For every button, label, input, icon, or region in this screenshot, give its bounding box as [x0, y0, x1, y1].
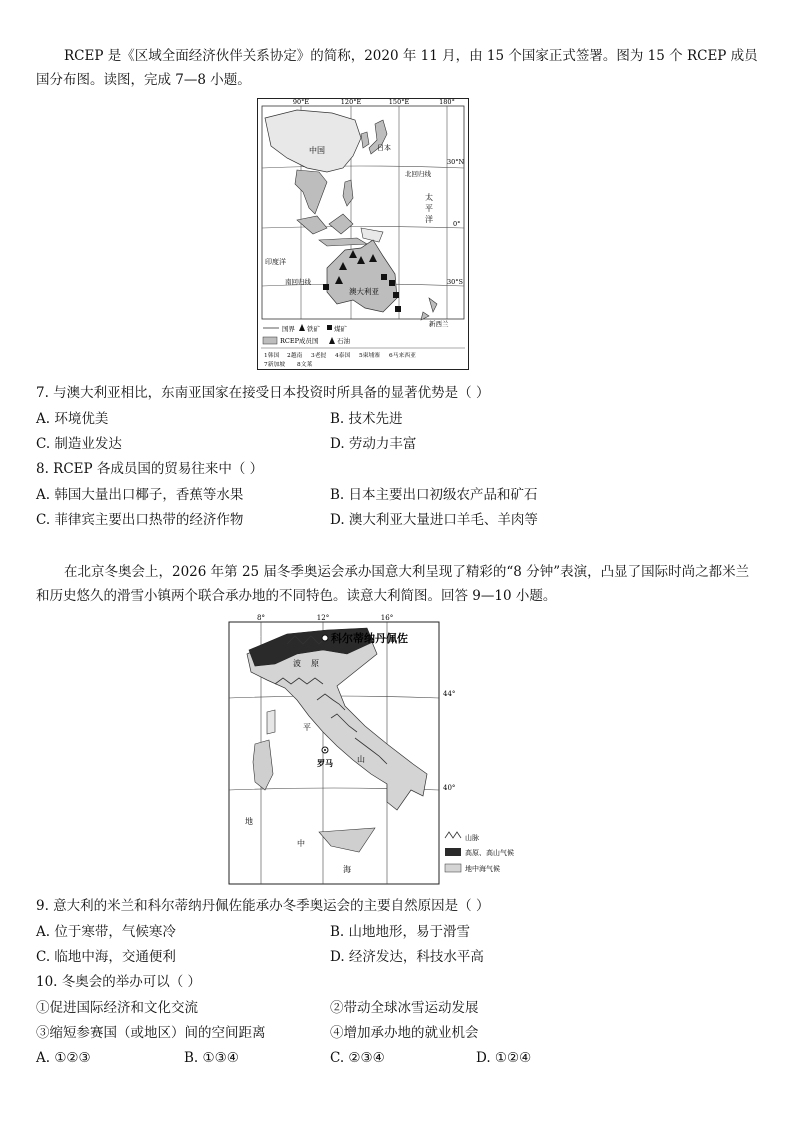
legend-iron: 铁矿 — [307, 325, 320, 333]
nz-label: 新西兰 — [429, 320, 449, 328]
rcep-map — [257, 98, 469, 370]
hai-label: 海 — [343, 865, 351, 874]
lat-label: 30°N — [447, 158, 465, 166]
question-9-option-c[interactable]: C. 临地中海，交通便利 — [36, 949, 176, 965]
legend-number: 6马来西亚 — [389, 353, 416, 359]
china-label: 中国 — [309, 146, 325, 155]
question-8-option-d[interactable]: D. 澳大利亚大量进口羊毛、羊肉等 — [330, 512, 538, 528]
lon-label: 90°E — [292, 98, 310, 106]
po-label: 波 — [293, 659, 301, 668]
lon-label: 120°E — [340, 98, 362, 106]
lat-label: 30°S — [447, 278, 463, 286]
question-7-option-c[interactable]: C. 制造业发达 — [36, 436, 122, 452]
lon-label: 12° — [316, 614, 330, 622]
italy-map — [227, 614, 530, 886]
southern-tropic-label: 南回归线 — [285, 278, 311, 286]
pacific-label: 太 — [425, 193, 433, 202]
legend-number: 8文莱 — [297, 362, 313, 368]
legend-oil: 石油 — [337, 337, 350, 345]
question-10-statement-3: ③缩短参赛国（或地区）间的空间距离 — [36, 1025, 266, 1041]
lon-label: 150°E — [388, 98, 410, 106]
question-8-stem: 8. RCEP 各成员国的贸易往来中（ ） — [36, 461, 264, 477]
pacific-label: 洋 — [425, 215, 433, 224]
cortina-label: 科尔蒂纳丹佩佐 — [331, 632, 408, 645]
question-9-stem: 9. 意大利的米兰和科尔蒂纳丹佩佐能承办冬季奥运会的主要自然原因是（ ） — [36, 898, 490, 914]
question-10-statement-2: ②带动全球冰雪运动发展 — [330, 1000, 479, 1016]
italy-legend — [445, 832, 514, 873]
legend-border: 国界 — [282, 325, 295, 333]
tropic-label: 北回归线 — [405, 170, 431, 178]
di-label: 地 — [245, 817, 253, 826]
question-8-option-b[interactable]: B. 日本主要出口初级农产品和矿石 — [330, 487, 538, 503]
question-7-option-a[interactable]: A. 环境优美 — [36, 411, 109, 427]
legend-coal: 煤矿 — [334, 325, 347, 333]
question-9-option-a[interactable]: A. 位于寒带，气候寒冷 — [36, 924, 176, 940]
lat-label: 40° — [443, 784, 456, 792]
legend-number: 1韩国 — [264, 353, 280, 359]
question-8-option-c[interactable]: C. 菲律宾主要出口热带的经济作物 — [36, 512, 244, 528]
lat-label: 44° — [443, 690, 456, 698]
zhong-label: 中 — [297, 839, 305, 848]
lat-label: 0° — [453, 220, 461, 228]
question-10-statement-1: ①促进国际经济和文化交流 — [36, 1000, 198, 1016]
question-8-option-a[interactable]: A. 韩国大量出口椰子，香蕉等水果 — [36, 487, 244, 503]
alps-label: 阿尔卑斯山 — [231, 633, 269, 642]
yuan-label: 原 — [311, 659, 319, 668]
legend-med: 地中海气候 — [465, 865, 500, 873]
question-9-option-b[interactable]: B. 山地地形，易于滑雪 — [330, 924, 471, 940]
legend-mountain: 山脉 — [465, 834, 479, 842]
shan-label: 山 — [357, 755, 365, 764]
lon-label: 16° — [380, 614, 394, 622]
question-10-option-d[interactable]: D. ①②④ — [476, 1050, 532, 1066]
legend-alpine: 高原、高山气候 — [465, 849, 514, 857]
japan-label: 日本 — [377, 144, 391, 152]
intro-paragraph-1: RCEP 是《区域全面经济伙伴关系协定》的简称，2020 年 11 月，由 15 个国家正式签署。图为 15 个 RCEP 成员国分布图。读图，完成 7—8 小题。 — [36, 48, 758, 88]
lon-label: 8° — [257, 614, 265, 622]
question-7-option-b[interactable]: B. 技术先进 — [330, 411, 403, 427]
question-10-statement-4: ④增加承办地的就业机会 — [330, 1025, 479, 1041]
legend-member: RCEP成员国 — [280, 337, 319, 345]
question-7-option-d[interactable]: D. 劳动力丰富 — [330, 436, 417, 452]
question-10-option-b[interactable]: B. ①③④ — [184, 1050, 239, 1066]
legend-number: 2越南 — [287, 353, 303, 359]
question-10-stem: 10. 冬奥会的举办可以（ ） — [36, 974, 202, 990]
lon-label: 180° — [439, 98, 455, 106]
indian-ocean-label: 印度洋 — [265, 258, 286, 266]
legend-number: 4泰国 — [335, 353, 351, 359]
rome-label: 罗马 — [317, 758, 333, 768]
intro-paragraph-2: 在北京冬奥会上，2026 年第 25 届冬季奥运会承办国意大利呈现了精彩的“8 分钟”表演，凸显了国际时尚之都米兰和历史悠久的滑雪小镇两个联合承办地的不同特色。读意大利简图。回答 9—10 小题。 — [36, 564, 750, 604]
question-10-option-c[interactable]: C. ②③④ — [330, 1050, 385, 1066]
ping-label: 平 — [303, 723, 311, 732]
legend-number: 5柬埔寨 — [359, 353, 381, 359]
legend-number: 7新加坡 — [264, 362, 286, 368]
question-9-option-d[interactable]: D. 经济发达，科技水平高 — [330, 949, 484, 965]
pacific-label: 平 — [425, 204, 433, 213]
question-10-option-a[interactable]: A. ①②③ — [36, 1050, 91, 1066]
legend-number: 3老挝 — [311, 353, 327, 359]
question-7-stem: 7. 与澳大利亚相比，东南亚国家在接受日本投资时所具备的显著优势是（ ） — [36, 385, 490, 401]
australia-label: 澳大利亚 — [349, 287, 379, 296]
